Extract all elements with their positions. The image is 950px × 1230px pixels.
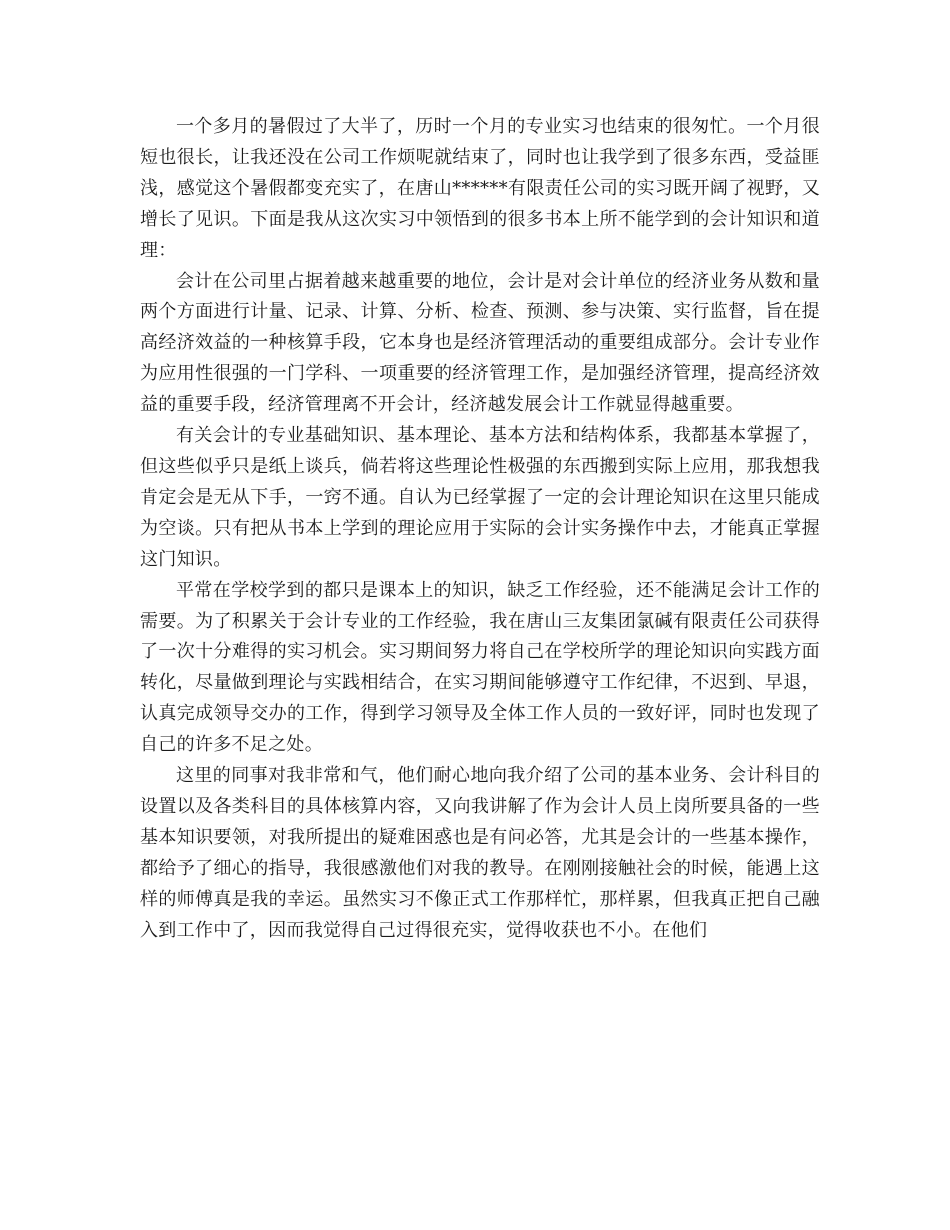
paragraph-4: 平常在学校学到的都只是课本上的知识，缺乏工作经验，还不能满足会计工作的需要。为了积累关于会计专业的工作经验，我在唐山三友集团氯碱有限责任公司获得了一次十分难得的实习机会。实习期间努力将自己在学校所学的理论知识向实践方面转化，尽量做到理论与实践相结合，在实习期间能够遵守工作纪律，不迟到、早退，认真完成领导交办的工作，得到学习领导及全体工作人员的一致好评，同时也发现了自己的许多不足之处。 [140,579,820,756]
paragraph-5: 这里的同事对我非常和气，他们耐心地向我介绍了公司的基本业务、会计科目的设置以及各类科目的具体核算内容，又向我讲解了作为会计人员上岗所要具备的一些基本知识要领，对我所提出的疑难困惑也是有问必答，尤其是会计的一些基本操作，都给予了细心的指导，我很感激他们对我的教导。在刚刚接触社会的时候，能遇上这样的师傅真是我的幸运。虽然实习不像正式工作那样忙，那样累，但我真正把自己融入到工作中了，因而我觉得自己过得很充实，觉得收获也不小。在他们 [140,765,820,941]
paragraph-1: 一个多月的暑假过了大半了，历时一个月的专业实习也结束的很匆忙。一个月很短也很长，让我还没在公司工作烦呢就结束了，同时也让我学到了很多东西，受益匪浅，感觉这个暑假都变充实了，在唐山******有限责任公司的实习既开阔了视野，又增长了见识。下面是我从这次实习中领悟到的很多书本上所不能学到的会计知识和道理： [140,116,820,261]
paragraph-2: 会计在公司里占据着越来越重要的地位，会计是对会计单位的经济业务从数和量两个方面进行计量、记录、计算、分析、检查、预测、参与决策、实行监督，旨在提高经济效益的一种核算手段，它本身也是经济管理活动的重要组成部分。会计专业作为应用性很强的一门学科、一项重要的经济管理工作，是加强经济管理，提高经济效益的重要手段，经济管理离不开会计，经济越发展会计工作就显得越重要。 [140,270,820,416]
paragraph-3: 有关会计的专业基础知识、基本理论、基本方法和结构体系，我都基本掌握了，但这些似乎只是纸上谈兵，倘若将这些理论性极强的东西搬到实际上应用，那我想我肯定会是无从下手，一窍不通。自认为已经掌握了一定的会计理论知识在这里只能成为空谈。只有把从书本上学到的理论应用于实际的会计实务操作中去，才能真正掌握这门知识。 [140,425,820,570]
document-page [140,112,820,946]
